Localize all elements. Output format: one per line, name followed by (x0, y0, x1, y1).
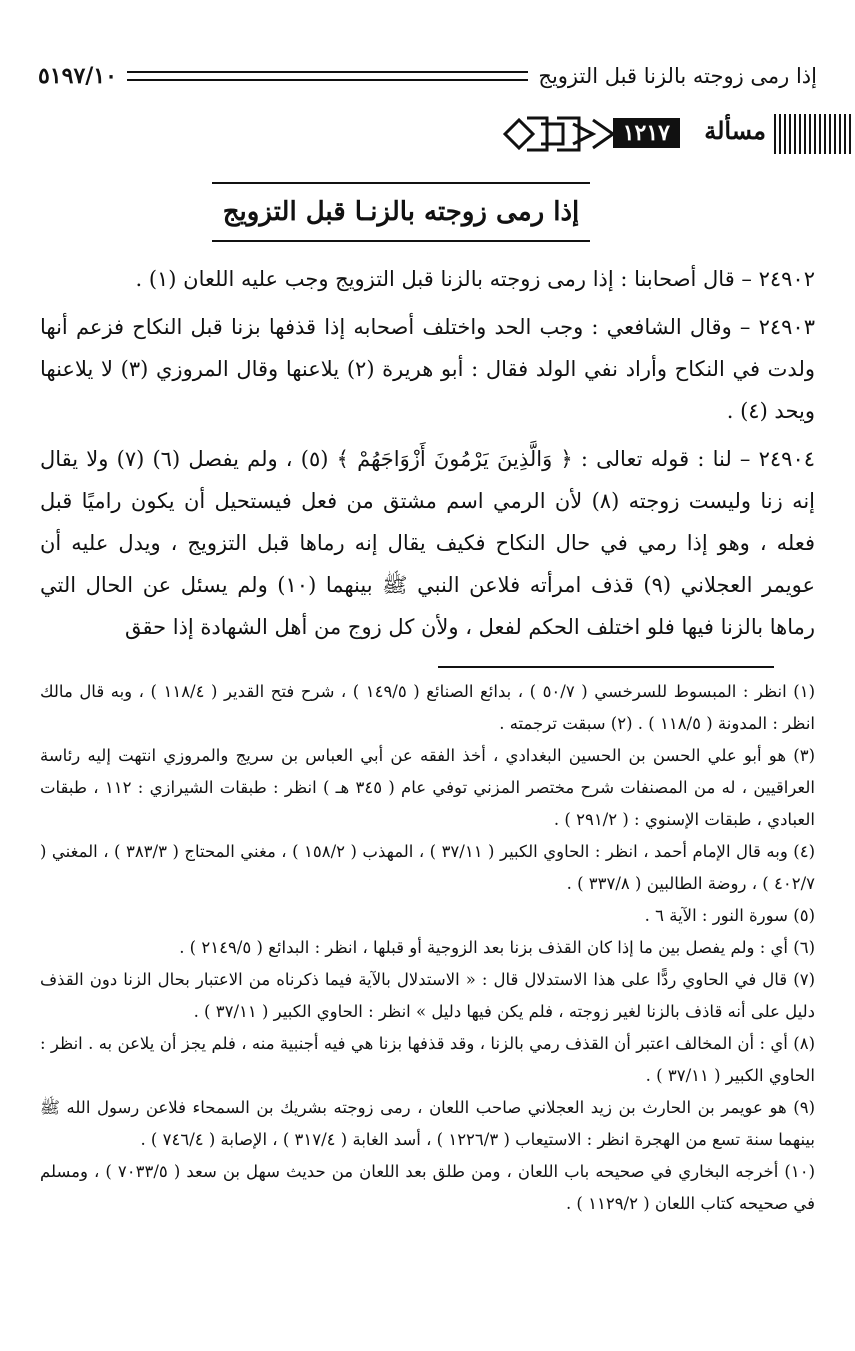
main-text (40, 258, 815, 654)
footnote: (١٠) أخرجه البخاري في صحيحه باب اللعان ، ومن طلق بعد اللعان من حديث سهل بن سعد ( ٧٠٣٣/٥ ) ، ومسلم في صحيحه كتاب اللعان ( ١١٢٩/٢ ) . (40, 1162, 816, 1213)
issue-number: ١٢١٧ (613, 118, 680, 148)
paragraph: ٢٤٩٠٤ – لنا : قوله تعالى : ﴿ وَالَّذِينَ يَرْمُونَ أَزْوَاجَهُمْ ﴾ (٥) ، ولم يفصل (٦) (٧) ولا يقال إنه زنا وليست زوجته (٨) لأن الرمي اسم مشتق من فعل فيستحيل أن يكون راميًا قبل فعله ، وهو إذا رمي في حال النكاح فكيف يقال إنه رماها قبل التزويج ، ويدل عليه أن عويمر العجلاني (٩) قذف امرأته فلاعن النبي ﷺ بينهما (١٠) ولم يسئل عن الحال التي رماها بالزنا فيها فلو اختلف الحكم لفعل ، ولأن كل زوج من أهل الشهادة إذا حقق (40, 447, 816, 639)
chapter-title-box (212, 182, 590, 242)
footnote: (٧) قال في الحاوي ردًّا على هذا الاستدلال قال : « الاستدلال بالآية فيما ذكرناه من الاعتبار بحال الزنا دون القذف دليل على أنه قاذف بالزنا لغير زوجته ، فلم يكن فيها دليل » انظر : الحاوي الكبير ( ٣٧/١١ ) . (40, 970, 815, 1021)
footnote: (٤) وبه قال الإمام أحمد ، انظر : الحاوي الكبير ( ٣٧/١١ ) ، المهذب ( ١٥٨/٢ ) ، مغني المحتاج ( ٣٨٣/٣ ) ، المغني ( ٤٠٢/٧ ) ، روضة الطالبين ( ٣٣٧/٨ ) . (40, 842, 816, 893)
footnote: (٩) هو عويمر بن الحارث بن زيد العجلاني صاحب اللعان ، رمى زوجته بشريك بن السمحاء فلاعن رسول الله ﷺ بينهما سنة تسع من الهجرة انظر : الاستيعاب ( ١٢٢٦/٣ ) ، أسد الغابة ( ٣١٧/٤ ) ، الإصابة ( ٧٤٦/٤ ) . (40, 1098, 815, 1149)
issue-label: مسألة (704, 116, 766, 145)
paragraph: ٢٤٩٠٢ – قال أصحابنا : إذا رمى زوجته بالزنا قبل التزويج وجب عليه اللعان (١) . (135, 267, 815, 291)
footnotes (40, 676, 815, 1220)
running-head-title: إذا رمى زوجته بالزنا قبل التزويج (538, 64, 817, 88)
footnote: (٣) هو أبو علي الحسن بن الحسين البغدادي ، أخذ الفقه عن أبي العباس بن سريج والمروزي انتهت إليه رئاسة العراقيين ، له من المصنفات شرح مختصر المزني توفي عام ( ٣٤٥ هـ ) انظر : طبقات الشيرازي : ١١٢ ، طبقات العبادي ، طبقات الإسنوي : ( ٢٩١/٢ ) . (40, 746, 815, 829)
running-head-rule (127, 71, 528, 81)
stripes-ornament (774, 114, 852, 154)
footnote: (١) انظر : المبسوط للسرخسي ( ٥٠/٧ ) ، بدائع الصنائع ( ١٤٩/٥ ) ، شرح فتح القدير ( ١١٨/٤ ) ، وبه قال مالك انظر : المدونة ( ١١٨/٥ ) . (٢) سبقت ترجمته . (40, 682, 815, 733)
footnote: (٥) سورة النور : الآية ٦ . (644, 906, 815, 925)
paragraph: ٢٤٩٠٣ – وقال الشافعي : وجب الحد واختلف أصحابه إذا قذفها بزنا قبل النكاح فزعم أنها ولدت في النكاح وأراد نفي الولد فقال : أبو هريرة (٢) يلاعنها وقال المروزي (٣) لا يلاعنها ويحد (٤) . (40, 315, 815, 423)
footnote: (٨) أي : أن المخالف اعتبر أن القذف رمي بالزنا ، وقد قذفها بزنا هي فيه أجنبية منه ، فلم يجز أن يلاعن به . انظر : الحاوي الكبير ( ٣٧/١١ ) . (40, 1034, 815, 1085)
knot-ornament-icon (497, 110, 617, 158)
issue-band (497, 110, 852, 158)
footnote-separator (438, 666, 774, 668)
footnote: (٦) أي : ولم يفصل بين ما إذا كان القذف بزنا بعد الزوجية أو قبلها ، انظر : البدائع ( ٢١٤٩/٥ ) . (179, 938, 815, 957)
page-number: ٥١٩٧/١٠ (38, 63, 117, 89)
chapter-title: إذا رمى زوجته بالزنـا قبل التزويج (222, 197, 580, 227)
running-head (38, 56, 817, 96)
